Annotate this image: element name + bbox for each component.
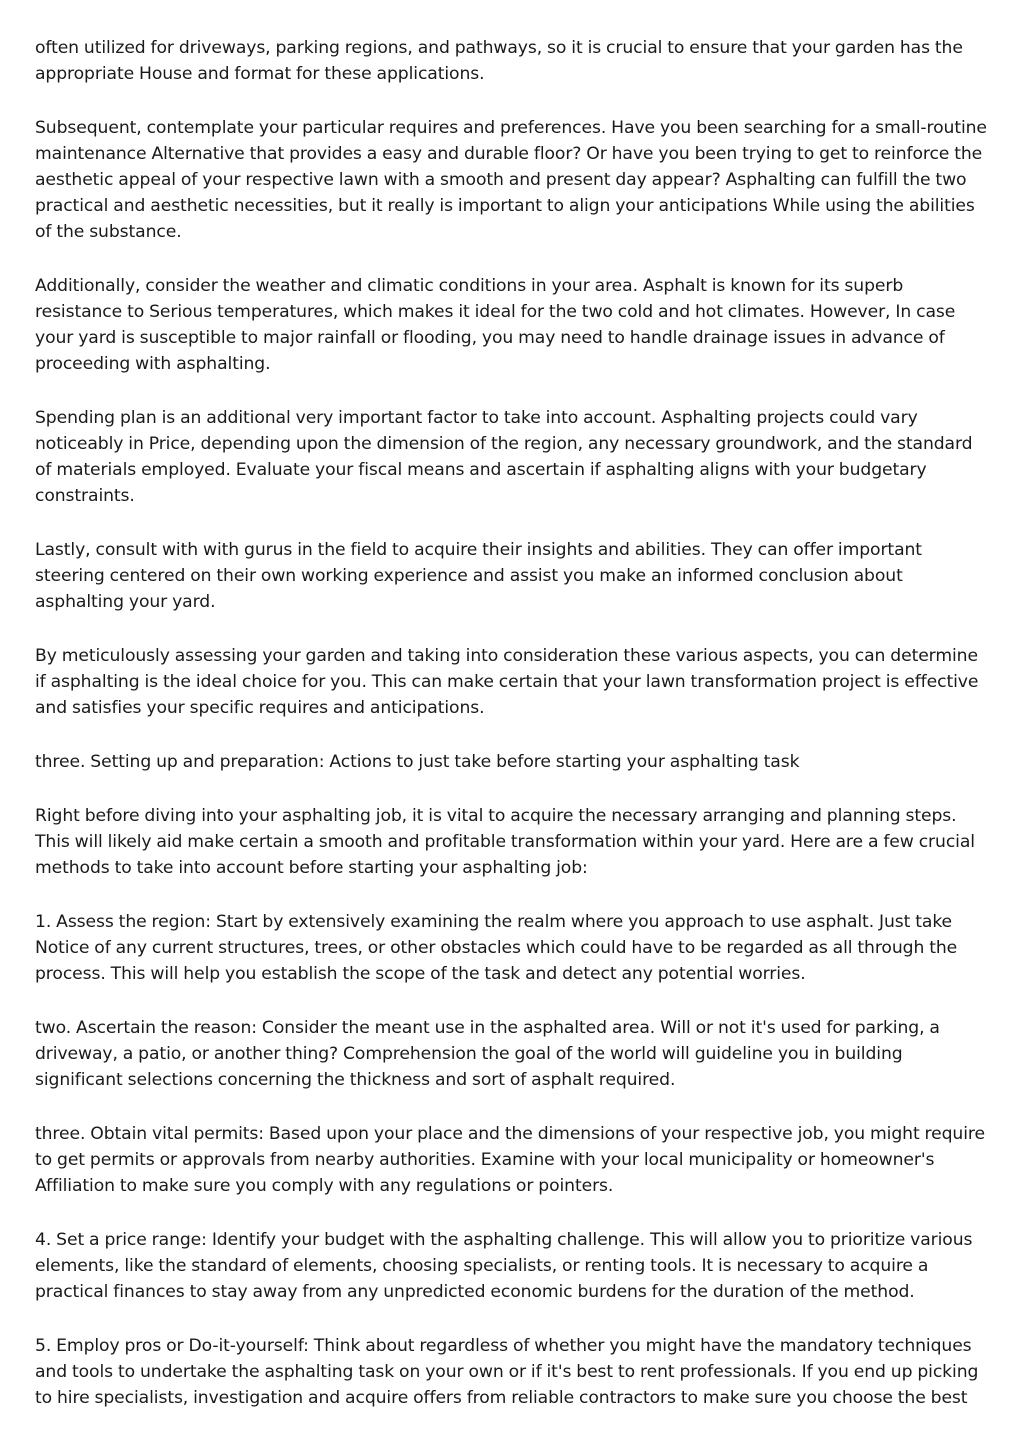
section-heading-planning: three. Setting up and preparation: Actions to just take before starting your asphalting task xyxy=(35,752,800,772)
list-item-determine-purpose: two. Ascertain the reason: Consider the meant use in the asphalted area. Will or not it's used for parking, a driveway, a patio, or another thing? Comprehension the goal of the world will guideline you in building significant selections concerning the thickness and sort of asphalt required. xyxy=(35,1018,940,1090)
list-item-budget: 4. Set a price range: Identify your budget with the asphalting challenge. This will allow you to prioritize various elements, like the standard of elements, choosing specialists, or renting tools. It is necessary to acquire a practical finances to stay away from any unpredicted economic burdens for the duration of the method. xyxy=(35,1230,973,1302)
paragraph-garden-space: often utilized for driveways, parking regions, and pathways, so it is crucial to ensure that your garden has the appropriate House and format for these applications. xyxy=(35,38,963,84)
list-item-hire-or-diy: 5. Employ pros or Do-it-yourself: Think about regardless of whether you might have the mandatory techniques and tools to undertake the asphalting task on your own or if it's best to rent professionals. If you end up picking to hire specialists, investigation and acquire offers from reliable contractors to make sure you choose the best xyxy=(35,1336,979,1408)
list-item-assess-region: 1. Assess the region: Start by extensively examining the realm where you approach to use asphalt. Just take Notice of any current structures, trees, or other obstacles which could have to be regarded as all through the process. This will help you establish the scope of the task and detect any potential worries. xyxy=(35,912,958,984)
paragraph-assessment-summary: By meticulously assessing your garden and taking into consideration these various aspects, you can determine if asphalting is the ideal choice for you. This can make certain that your lawn transformation project is effective and satisfies your specific requires and anticipations. xyxy=(35,646,979,718)
paragraph-budget: Spending plan is an additional very important factor to take into account. Asphalting projects could vary noticeably in Price, depending upon the dimension of the region, any necessary groundwork, and the standard of materials employed. Evaluate your fiscal means and ascertain if asphalting aligns with your budgetary constraints. xyxy=(35,408,973,506)
paragraph-needs-preferences: Subsequent, contemplate your particular requires and preferences. Have you been searching for a small-routine maintenance Alternative that provides a easy and durable floor? Or have you been trying to get to reinforce the aesthetic appeal of your respective lawn with a smooth and present day appear? Asphalting can fulfill the two practical and aesthetic necessities, but it really is important to align your anticipations While using the abilities of the substance. xyxy=(35,118,987,242)
list-item-permits: three. Obtain vital permits: Based upon your place and the dimensions of your respective job, you might require to get permits or approvals from nearby authorities. Examine with your local municipality or homeowner's Affiliation to make sure you comply with any regulations or pointers. xyxy=(35,1124,985,1196)
paragraph-weather-climate: Additionally, consider the weather and climatic conditions in your area. Asphalt is known for its superb resistance to Serious temperatures, which makes it ideal for the two cold and hot climates. However, In case your yard is susceptible to major rainfall or flooding, you may need to handle drainage issues in advance of proceeding with asphalting. xyxy=(35,276,956,374)
paragraph-planning-intro: Right before diving into your asphalting job, it is vital to acquire the necessary arranging and planning steps. This will likely aid make certain a smooth and profitable transformation within your yard. Here are a few crucial methods to take into account before starting your asphalting job: xyxy=(35,806,975,878)
paragraph-consult-experts: Lastly, consult with with gurus in the field to acquire their insights and abilities. They can offer important steering centered on their own working experience and assist you make an informed conclusion about asphalting your yard. xyxy=(35,540,922,612)
